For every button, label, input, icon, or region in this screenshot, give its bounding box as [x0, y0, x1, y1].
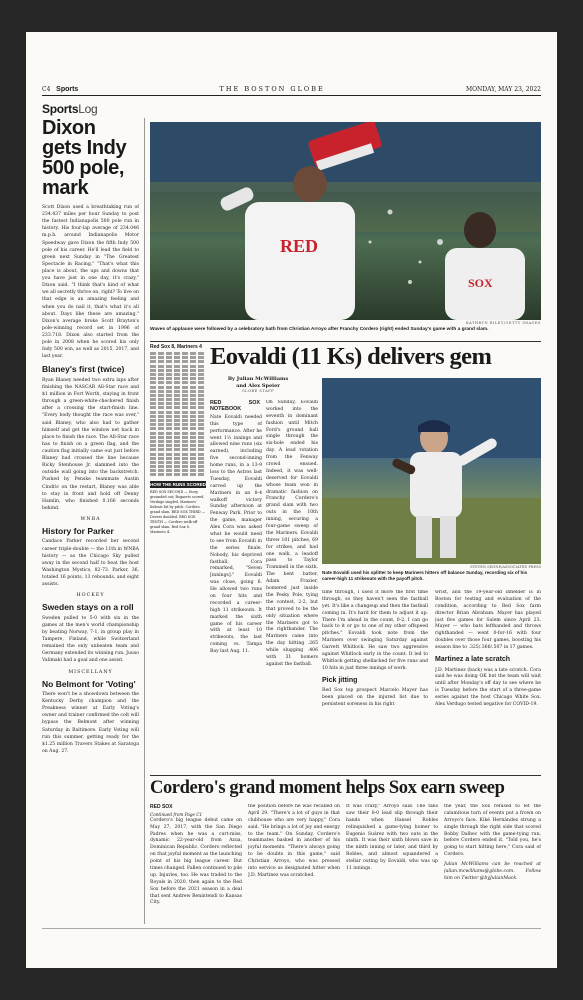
- boxscore-table-line: [150, 398, 206, 401]
- cordero-col-2-text: the position before he was recalled on April 29. "There's a lot of guys in that clubhouse who are very happy," Cora said. "He brings a lot of joy and energy to the team." On Sunday, Cordero's teammates basked in another of his joyful moments. "There's always going to be doubts in this game," said Christian Arroyo, who was pressed into service as designated hitter when J.D. Martinez was scratched.: [248, 804, 340, 878]
- boxscore-table-line: [150, 427, 206, 430]
- cordero-col-2: [248, 804, 340, 926]
- boxscore-title: Red Sox 8, Mariners 4: [150, 344, 202, 350]
- eovaldi-col-3: [322, 590, 428, 772]
- section-name: Sports: [56, 86, 79, 93]
- eovaldi-col-2-text: On Sunday, Eovaldi worked into the seventh in dominant fashion until Mitch Ford's ground ball single through the six-hole ended his day. A lead rotation from the Fenway crowd ensued. Indeed, it was well-deserved for Eovaldi whose team won in dramatic fashion on Franchy Cordero's grand slam with two outs in the 10th inning, securing a four-game sweep of the Mariners. Eovaldi threw 101 pitches, 69 for strikes, and had one walk, a leadoff pass to Taylor Trammell in the sixth. The bent batter, Adam Frazier, homered just inside the Pesky Pole, tying the contest, 2-2, but that proved to be the only situation where the Mariners got to the righthander. The Mariners came into the day hitting .265 while slugging .406 with 31 homers against the fastball.: [266, 400, 318, 667]
- boxscore-table-line: [150, 423, 206, 426]
- left-column: [42, 118, 139, 918]
- misc-label: MISCELLANY: [68, 669, 113, 675]
- eovaldi-col-1: [210, 400, 262, 772]
- red-sox-notebook-tag: RED SOX NOTEBOOK: [210, 400, 260, 412]
- eovaldi-col-3-text-2: Red Sox top prospect Marcelo Mayer has been placed on the injured list due to persistent soreness in his right: [322, 688, 428, 707]
- cordero-headline: Cordero's grand moment helps Sox earn sweep: [150, 778, 505, 798]
- eovaldi-col-4-text: wrist, and the 19-year-old infielder is in Boston for testing and evaluation of the condition, according to Red Sox farm director Brian Abraham. Mayer has played just five games for Salem since April 23. Mayer — who bats lefthanded and throws righthanded — went 0-for-16 with four doubles over those four games, boosting his season line to .325/.366/.507 in 17 games.: [435, 590, 541, 651]
- cordero-col-3: [346, 804, 438, 926]
- byline-staff: GLOBE STAFF: [241, 389, 275, 393]
- hockey-label: HOCKEY: [76, 593, 105, 599]
- svg-text:SOX: SOX: [468, 276, 493, 290]
- boxscore-table-line: [150, 394, 206, 397]
- eovaldi-col-4-text-2: J.D. Martinez (back) was a late scratch. Cora said he was doing OK but the team will wait until after Monday's off day to see where he is Tuesday before the start of a three-game series against the host Chicago White Sox. Alex Verdugo tested negative for COVID-19.: [435, 667, 541, 707]
- martinez-subhead: Martinez a late scratch: [435, 656, 511, 664]
- boxscore-table-line: [150, 390, 206, 393]
- how-runs-scored-header: HOW THE RUNS SCORED: [150, 482, 206, 488]
- photo2-caption: Nate Eovaldi used his splitter to keep Mariners hitters off balance Sunday, recording six of his career-high 11 strikeouts with the payoff pitch.: [322, 570, 528, 581]
- boxscore-table-line: [150, 461, 206, 464]
- parker-headline: History for Parker: [42, 525, 114, 536]
- photo1-credit: KATHRYN RILEY/GETTY IMAGES: [466, 321, 541, 325]
- eovaldi-col-4: [435, 590, 541, 772]
- byline-author-1: By Julian McWilliams: [227, 376, 289, 382]
- dixon-story: Scott Dixon used a breathtaking run of 234.437 miles per hour Sunday to post the fastest Indianapolis 500 pole run in history. His four-lap average of 234.046 m.p.h. around Indianapolis Motor Speedway gave Dixon the fifth Indy 500 pole of his career. He'll lead the field to green next Sunday in "The Greatest Spectacle in Racing." "That's what this place is about, the ups and downs that you have just in one day, it's crazy," Dixon said. "I think that's kind of what we all secretly thrive on, right? To live on that edge is an amazing feeling and when you do nail it, that's what it's all about. Days like these are amazing." Dixon's average broke Scott Brayton's pole-winning record set in 1996 of 233.718. Dixon also started from the pole in 2008 when he scored his only Indy 500 win, as well as 2015, 2017, and last year.: [42, 205, 139, 360]
- eovaldi-col-2: [266, 400, 318, 772]
- parker-story: Candace Parker recorded her second career triple-double — the 11th in WNBA history — as the Chicago Sky pulled away in the second half to beat the host Washington Mystics, 82-73. Parker, 36, totaled 16 points, 13 rebounds, and eight assists.: [42, 539, 139, 588]
- boxscore-table-line: [150, 457, 206, 460]
- celebration-photo-art: [150, 122, 541, 320]
- dixon-headline: Dixon gets Indy 500 pole, mark: [42, 118, 127, 199]
- cordero-col-4: [444, 804, 541, 926]
- eovaldi-headline: Eovaldi (11 Ks) delivers gem: [210, 343, 492, 370]
- boxscore-table-line: [150, 406, 206, 409]
- eovaldi-col-3-text: time through, I used it more the first time through, so they haven't seen the fastball yet. It's like a changeup and then the fastball coming in. It's hard for them to adjust it up. There I'm ahead in the count, 0-2, I can go back to it or go to one of my other offspeed pitches." Eovaldi took note from the Mariners over swinging Saturday against Garrett Whitlock. He saw two aggressive against Whitlock early in the count. It led to Whitlock getting shellacked for five runs and 10 hits in just three innings of work.: [322, 590, 428, 671]
- svg-text:RED: RED: [280, 236, 319, 256]
- boxscore-table-line: [150, 473, 206, 476]
- boxscore-table-line: [150, 448, 206, 451]
- boxscore-table-line: [150, 436, 206, 439]
- sweden-story: Sweden pulled to 5-0 with six in the games at the men's world championship by beating Norway, 7-1, in group play in Tampere, Finland, while Switzerland remained the only unbeaten team and Germany extended its winning run. Juuso Valimaki had a goal and one assist.: [42, 615, 139, 664]
- eovaldi-byline: [210, 376, 306, 394]
- newspaper-page: [26, 32, 557, 968]
- boxscore-table-line: [150, 469, 206, 472]
- blaney-headline: Blaney's first (twice): [42, 364, 125, 375]
- boxscore-table-line: [150, 373, 206, 376]
- boxscore-table-line: [150, 465, 206, 468]
- boxscore-table-line: [150, 411, 206, 414]
- boxscore-table-line: [150, 444, 206, 447]
- cordero-col-1: [150, 804, 242, 926]
- boxscore-table-line: [150, 365, 206, 368]
- boxscore-table-line: [150, 369, 206, 372]
- sweden-headline: Sweden stays on a roll: [42, 602, 134, 613]
- boxscore-table-line: [150, 356, 206, 359]
- eovaldi-col-1-text: Nate Eovaldi needed this type of performance. After he went 1⅔ innings and allowed nine runs (six earned), including five second-inning home runs, in a 13-9 loss to the Astros last Tuesday, Eovaldi carved up the Mariners in an 8-4 walkoff victory Sunday afternoon at Fenway Park. Prior to the game, manager Alex Cora was asked what he would need to see from Eovaldi in the series finale. Nobody, his deprived fastball, Cora remarked, "Seven [innings]." Eovaldi was close, going 6. He allowed two runs on four hits and recorded a career-high 11 strikeouts. It marked the sixth game of his career with at least 10 strikeouts, the last coming vs. Tampa Bay last Aug. 11.: [210, 414, 262, 655]
- cordero-tag: RED SOX: [150, 804, 173, 810]
- continued-note: Continued from Page C1: [150, 811, 203, 817]
- photo2-credit: STEVEN SENNE/ASSOCIATED PRESS: [470, 565, 541, 569]
- author-signoff: Julian McWilliams can be reached at julian.mcwilliams@globe.com. Follow him on Twitter @byJulianMack.: [444, 862, 541, 881]
- page-footer-rule: [42, 928, 541, 929]
- boxscore-table-line: [150, 440, 206, 443]
- cordero-col-3-text: It was crazy," Arroyo said. The fans saw their 8-0 lead slip through their hands when Hansel Robles relinquished a game-tying homer to Eugenio Suárez with two outs in the ninth. It was their sixth blown save in the ninth inning or later, and third by Robles, and almost squandered a stellar outing by Eovaldi, who was up 11 innings.: [346, 804, 438, 872]
- section-rule: [150, 341, 541, 342]
- blaney-story: Ryan Blaney needed two extra laps after finishing the NASCAR All-Star race and $1 million in Fort Worth, staying in front through a green-white-checkered finish after a crossing the start-finish line. "Every body thought the race was over," said Blaney, who also had to gather himself and get the window net back in place to finish the race. The All-Star race has to finish on a green flag, and the caution flag initially came out just before Blaney had crossed the line because Ricky Stenhouse Jr. slammed into the outside wall going into the backstretch. Pushed by Penske teammate Austin Cindric on the restart, Blaney was able to stay in front and hold off Denny Hamlin, who finished 0.166 seconds behind.: [42, 377, 139, 511]
- boxscore-table-line: [150, 402, 206, 405]
- boxscore-table-line: [150, 419, 206, 422]
- column-divider: [144, 118, 145, 924]
- eovaldi-pitching-photo: [322, 378, 541, 564]
- boxscore-table-line: [150, 415, 206, 418]
- boxscore-table-line: [150, 377, 206, 380]
- photo1-caption: Waves of applause were followed by a celebratory bath from Christian Arroyo after Franchy Cordero (right) ended Sunday's game with a grand slam.: [150, 327, 489, 332]
- wnba-label: WNBA: [80, 516, 101, 522]
- belmont-story: There won't be a showdown between the Kentucky Derby champion and the Preakness winner at Early Voting's owner and trainer confirmed the colt will bypass the Belmont after winning Saturday in Baltimore. Early Voting will run this summer, getting ready for the $1.25 million Travers Stakes at Saratoga on Aug. 27.: [42, 692, 139, 754]
- how-runs-scored-text: RED SOX SECOND — Story grounded out; Bogaerts scored. Verdugo singled. Mariners' Kelenic hit by pitch. Cordero grand slam. RED SOX THIRD — Devers doubled. RED SOX TENTH — Cordero walk-off grand slam. Red Sox 8, Mariners 4.: [150, 490, 206, 534]
- cordero-col-1-text: Cordero's big league debut came on May 27, 2017, with the San Diego Padres when he was a curt-miss, dynamic 22-year-old from Azua, Dominican Republic. Cordero reflected on that joyful moment as the launching point of his big league career. But times changed. Fallen continued to pile up. Injuries, too. He was traded to the Royals in 2020, then again to the Red Sox before the 2021 season in a deal that sent Andrew Benintendi to Kansas City.: [150, 817, 242, 906]
- cordero-col-4-text: the year, the Sox refused to let the calamitous turn of events put a frown on Arroyo's face. Kiké Hernández strung a single through the right side that scored Bobby Dalbec with the game-tying run, before Cordero ended it. "Told you, he's going to start hitting here," Cora said of Cordero.: [444, 804, 541, 858]
- masthead: [42, 82, 541, 96]
- pick-jitting-subhead: Pick jitting: [322, 676, 358, 684]
- sportslog-logo: SportsLog: [42, 102, 98, 116]
- boxscore-table-line: [150, 453, 206, 456]
- boxscore-table-line: [150, 386, 206, 389]
- issue-date: MONDAY, MAY 23, 2022: [465, 86, 541, 93]
- boxscore-table-line: [150, 352, 206, 355]
- page-number: C4: [42, 86, 51, 93]
- boxscore: [150, 344, 206, 774]
- boxscore-table-line: [150, 381, 206, 384]
- boxscore-table-line: [150, 360, 206, 363]
- publication-name: THE BOSTON GLOBE: [219, 85, 325, 93]
- belmont-headline: No Belmont for 'Voting': [42, 678, 136, 689]
- celebration-photo: [150, 122, 541, 320]
- boxscore-table-line: [150, 432, 206, 435]
- section-rule-2: [150, 775, 541, 776]
- byline-author-2: and Alex Speier: [236, 382, 280, 389]
- eovaldi-photo-art: [322, 378, 541, 564]
